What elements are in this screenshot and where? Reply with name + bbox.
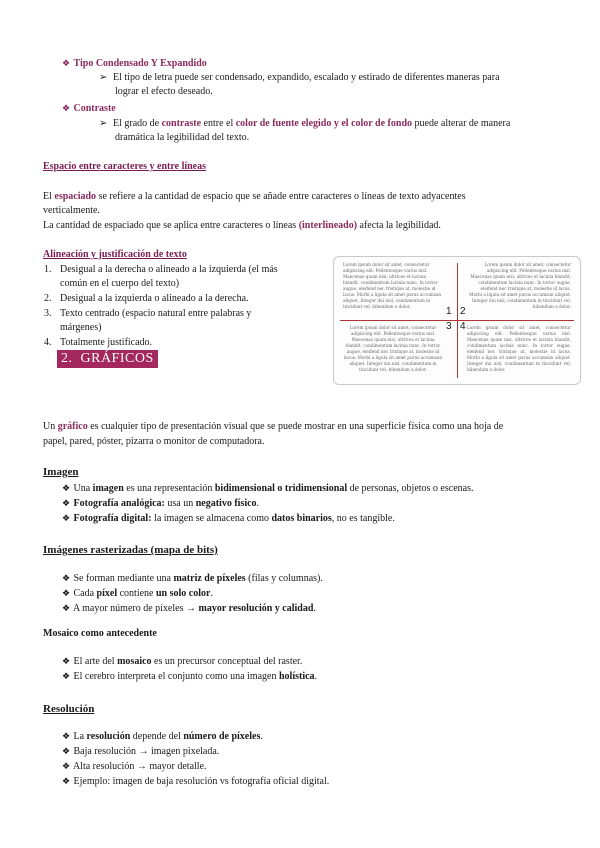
sub-bullet-tipo: [99, 71, 559, 85]
list-item: [62, 669, 562, 684]
item-bold: Fotografía digital:: [73, 513, 152, 524]
figure-label-1: 1: [446, 306, 452, 317]
diamond-bullet-icon: ❖: [62, 761, 71, 771]
section-number: 2.: [61, 351, 73, 366]
list-item: [62, 496, 562, 511]
item-text: .: [313, 603, 316, 614]
list-item: [62, 654, 562, 669]
list-item: [44, 336, 325, 350]
item-text: Se forman mediante una: [73, 573, 174, 584]
list-number: 3.: [44, 308, 52, 319]
sub-text: El grado de: [113, 118, 162, 129]
raster-heading: Imágenes rasterizadas (mapa de bits): [43, 544, 218, 556]
item-text: .: [256, 498, 260, 509]
section-title: GRÁFICOS: [80, 351, 154, 366]
figure-label-2: 2: [460, 306, 466, 317]
diamond-bullet-icon: ❖: [62, 103, 71, 113]
list-text: márgenes): [60, 322, 102, 333]
item-bold: mosaico: [117, 656, 152, 667]
item-text: .: [314, 671, 318, 682]
item-text: .: [260, 731, 263, 742]
diamond-bullet-icon: ❖: [62, 603, 71, 613]
spacing-paragraph-1: [43, 190, 563, 204]
item-bold: resolución: [86, 731, 131, 742]
item-text: .: [210, 588, 213, 599]
item-text: Una: [73, 483, 93, 494]
list-text: Desigual a la derecha o alineado a la izquierda (el más: [60, 264, 278, 275]
grafico-intro-line2: papel, pared, póster, pizarra o monitor de computadora.: [43, 436, 265, 447]
sub-bullet-contraste: [99, 117, 579, 131]
list-item: [62, 774, 562, 789]
diamond-bullet-icon: ❖: [62, 498, 71, 508]
item-text: de personas, objetos o escenas.: [347, 483, 474, 494]
diamond-bullet-icon: ❖: [62, 776, 71, 786]
sub-text: lograr el efecto deseado.: [115, 86, 213, 97]
lorem-block-centered: Lorem ipsum dolor sit amet, consectetur adipiscing elit. Pellentesque varius nisl. Maecenas quam nisi, ultrices et lacinia blandit, condimentum lacinia nunc. In tortor augue, eleifend nec tristique at, molestie id lacus. Morbi a ligula sit amet purus accumsan aliquet. Integer dui nisl, condimentum in tincidunt vel, bibendum a dolor.: [343, 325, 443, 372]
diamond-bullet-icon: ❖: [62, 731, 71, 741]
diamond-bullet-icon: ❖: [62, 513, 71, 523]
para-text: Un: [43, 421, 58, 432]
list-item: [44, 292, 325, 306]
item-bold: un solo color: [155, 588, 211, 599]
para-text: es cualquier tipo de presentación visual que se puede mostrar en una superficie física como una hoja de: [87, 421, 504, 432]
diamond-bullet-icon: ❖: [62, 483, 71, 493]
keyword: contraste: [161, 118, 202, 129]
resolucion-heading: Resolución: [43, 703, 95, 715]
spacing-paragraph-2: [43, 219, 441, 233]
sub-text: dramática la legibilidad del texto.: [115, 132, 250, 143]
item-text: (filas y columnas).: [245, 573, 323, 584]
diamond-bullet-icon: ❖: [62, 656, 71, 666]
sub-text: puede alterar de manera: [412, 118, 511, 129]
list-item: [44, 307, 325, 335]
alignment-heading: Alineación y justificación de texto: [43, 249, 187, 260]
item-bold: número de píxeles: [183, 731, 261, 742]
list-item: [62, 511, 562, 526]
sub-bullet-tipo-line2: [115, 85, 213, 99]
bullet-title: Contraste: [73, 103, 116, 114]
arrow-bullet-icon: ➢: [99, 72, 108, 83]
item-text: Alta resolución → mayor detalle.: [72, 761, 207, 772]
para-text: La cantidad de espaciado que se aplica entre caracteres o líneas: [43, 220, 299, 231]
item-text: La: [73, 731, 87, 742]
item-text: El arte del: [73, 656, 118, 667]
list-text: Totalmente justificado.: [60, 337, 153, 348]
list-item: [62, 729, 562, 744]
keyword: gráfico: [57, 421, 88, 432]
list-number: 2.: [44, 293, 52, 304]
list-number: 1.: [44, 264, 52, 275]
item-bold: mayor resolución y calidad: [198, 603, 314, 614]
para-text: El: [43, 191, 55, 202]
list-text: común en el cuerpo del texto): [60, 278, 180, 289]
keyword: color de fuente elegido y el color de fondo: [235, 118, 413, 129]
item-text: contiene: [117, 588, 156, 599]
item-text: usa un: [164, 498, 196, 509]
diamond-bullet-icon: ❖: [62, 58, 71, 68]
diamond-bullet-icon: ❖: [62, 671, 71, 681]
item-bold: negativo físico: [195, 498, 257, 509]
list-item: [62, 744, 562, 759]
keyword: espaciado: [54, 191, 97, 202]
figure-label-4: 4: [460, 321, 466, 332]
diamond-bullet-icon: ❖: [62, 746, 71, 756]
sub-bullet-contraste-line2: [115, 131, 249, 145]
item-text: Cada: [73, 588, 97, 599]
list-number: 4.: [44, 337, 52, 348]
item-text: Ejemplo: imagen de baja resolución vs fotografía oficial digital.: [73, 776, 330, 787]
list-item: [62, 571, 562, 586]
item-bold: Fotografía analógica:: [73, 498, 165, 509]
item-text: El cerebro interpreta el conjunto como una imagen: [73, 671, 279, 682]
item-bold: imagen: [92, 483, 124, 494]
list-text: Desigual a la izquierda o alineado a la derecha.: [60, 293, 249, 304]
spacing-paragraph-1-line2: verticalmente.: [43, 205, 100, 216]
figure-label-3: 3: [446, 321, 452, 332]
arrow-bullet-icon: ➢: [99, 118, 108, 129]
imagen-heading: Imagen: [43, 466, 79, 478]
list-item: [44, 263, 325, 291]
figure-horizontal-divider: [340, 320, 574, 321]
bullet-title: Tipo Condensado Y Expandido: [73, 58, 207, 69]
item-text: es una representación: [123, 483, 215, 494]
item-bold: holística: [278, 671, 315, 682]
para-text: se refiere a la cantidad de espacio que se añade entre caracteres o líneas de texto adyacentes: [96, 191, 466, 202]
diamond-bullet-icon: ❖: [62, 588, 71, 598]
alignment-figure: [333, 256, 581, 385]
item-text: Baja resolución → imagen pixelada.: [73, 746, 220, 757]
lorem-block-left-aligned: Lorem ipsum dolor sit amet, consectetur adipiscing elit. Pellentesque varius nisl. Maecenas quam nisi, ultrices et lacinia blandit, condimentum lacinia nunc. In tortor augue, eleifend nec tristique at, molestie id lacus. Morbi a ligula sit amet purus accumsan aliquet. Integer dui nisl, condimentum in tincidunt vel, bibendum a dolor.: [343, 262, 442, 309]
item-text: , no es tangible.: [331, 513, 395, 524]
grafico-intro: [43, 420, 573, 434]
list-item: [62, 481, 562, 496]
list-item: [62, 586, 562, 601]
diamond-bullet-icon: ❖: [62, 573, 71, 583]
keyword: (interlineado): [298, 220, 358, 231]
bullet-tipo-condensado: [62, 56, 207, 71]
list-item: [62, 759, 562, 774]
bullet-contraste: [62, 101, 116, 116]
item-bold: datos binarios: [271, 513, 332, 524]
item-bold: matriz de píxeles: [173, 573, 246, 584]
sub-text: El tipo de letra puede ser condensado, expandido, escalado y estirado de diferentes maneras para: [113, 72, 500, 83]
item-text: la imagen se almacena como: [151, 513, 272, 524]
list-text: Texto centrado (espacio natural entre palabras y: [60, 308, 252, 319]
spacing-heading: Espacio entre caracteres y entre líneas: [43, 161, 207, 172]
item-text: es un precursor conceptual del raster.: [151, 656, 303, 667]
list-item: [62, 601, 562, 616]
lorem-block-right-aligned: Lorem ipsum dolor sit amet, consectetur adipiscing elit. Pellentesque varius nisl. Maecenas quam nisi, ultrices et lacinia blandit, condimentum lacinia nunc. In tortor augue, eleifend nec tristique at, molestie id lacus. Morbi a ligula sit amet purus accumsan aliquet. Integer dui nisl, condimentum in tincidunt vel, bibendum a dolor.: [469, 262, 571, 309]
item-text: A mayor número de píxeles →: [72, 603, 199, 614]
para-text: afecta la legibilidad.: [357, 220, 441, 231]
section-heading-graficos: [57, 350, 158, 368]
item-bold: bidimensional o tridimensional: [214, 483, 348, 494]
lorem-block-justified: Lorem ipsum dolor sit amet, consectetur adipiscing elit. Pellentesque varius nisl. Maecenas quam nisi, ultrices et lacinia blandit, condimentum lacinia nunc. In tortor augue, eleifend nec tristique at, molestie id lacus. Morbi a ligula sit amet purus accumsan aliquet. Integer dui nisl, condimentum in tincidunt vel, bibendum a dolor.: [467, 325, 571, 372]
mosaico-heading: Mosaico como antecedente: [43, 628, 157, 639]
item-bold: píxel: [96, 588, 118, 599]
sub-text: entre el: [201, 118, 236, 129]
item-text: depende del: [130, 731, 184, 742]
